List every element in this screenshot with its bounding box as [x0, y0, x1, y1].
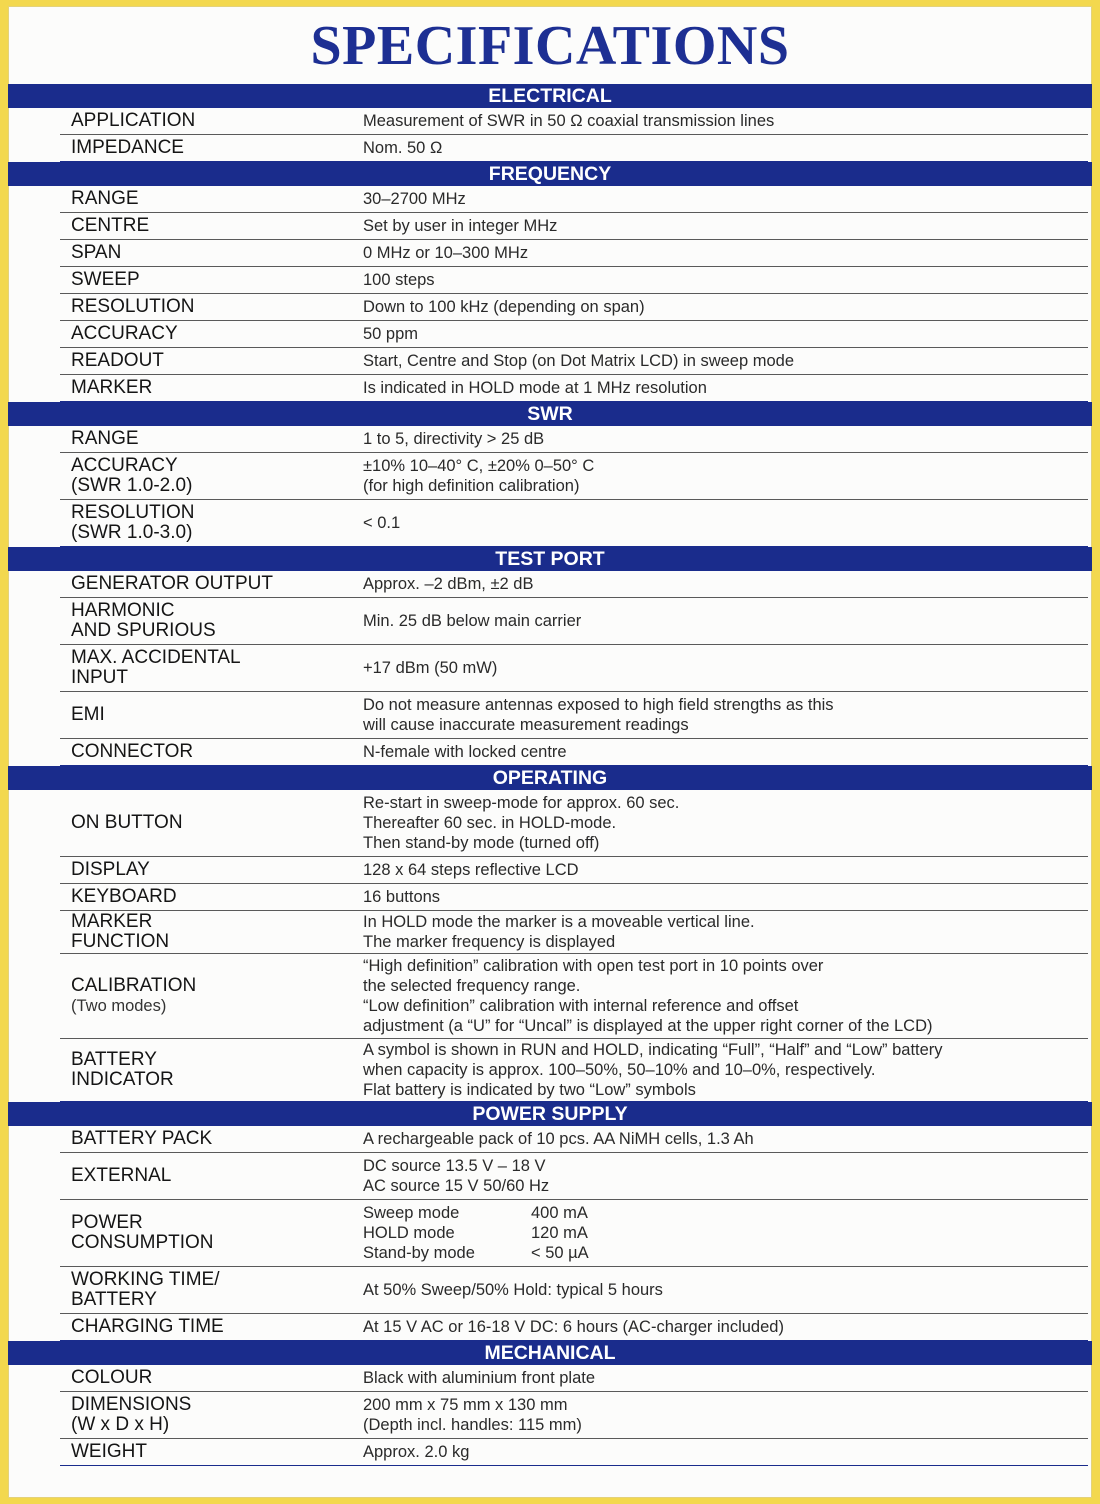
power-mode: HOLD mode	[363, 1224, 455, 1242]
spec-label: DIMENSIONS (W x D x H)	[71, 1394, 192, 1435]
spec-label: IMPEDANCE	[71, 137, 184, 158]
spec-value: Black with aluminium front plate	[363, 1369, 596, 1387]
spec-row	[60, 645, 1088, 692]
spec-row	[60, 692, 1088, 739]
section-header: SWR	[8, 402, 1092, 426]
power-mode: Sweep mode	[363, 1204, 460, 1222]
spec-value: Nom. 50 Ω	[363, 139, 443, 157]
spec-value: Start, Centre and Stop (on Dot Matrix LCD) in sweep mode	[363, 352, 795, 370]
spec-label-note: (Two modes)	[71, 997, 167, 1015]
spec-value: Re-start in sweep-mode for approx. 60 sec. Thereafter 60 sec. in HOLD-mode. Then stand-by mode (turned off)	[363, 794, 680, 852]
spec-label: ACCURACY	[71, 323, 178, 344]
power-current: < 50 µA	[531, 1244, 589, 1262]
spec-label: ACCURACY (SWR 1.0-2.0)	[71, 455, 193, 496]
spec-label: ON BUTTON	[71, 812, 183, 833]
spec-value: 128 x 64 steps reflective LCD	[363, 861, 579, 879]
spec-label: EXTERNAL	[71, 1165, 172, 1186]
spec-row	[60, 426, 1088, 453]
spec-row	[60, 1153, 1088, 1200]
section-header: TEST PORT	[8, 547, 1092, 571]
spec-row	[60, 186, 1088, 213]
spec-row	[60, 1365, 1088, 1392]
spec-row	[60, 1439, 1088, 1466]
spec-label-main: CALIBRATION	[71, 975, 197, 996]
spec-row	[60, 739, 1088, 766]
spec-row	[60, 954, 1088, 1039]
spec-row	[60, 453, 1088, 500]
power-current: 120 mA	[531, 1224, 588, 1242]
spec-value: ±10% 10–40° C, ±20% 0–50° C (for high definition calibration)	[363, 457, 595, 495]
spec-label: BATTERY INDICATOR	[71, 1049, 174, 1090]
spec-label: MARKER FUNCTION	[71, 911, 170, 952]
section-header: MECHANICAL	[8, 1341, 1092, 1365]
section-header: FREQUENCY	[8, 162, 1092, 186]
spec-value: DC source 13.5 V – 18 V AC source 15 V 50/60 Hz	[363, 1157, 550, 1195]
section-header: POWER SUPPLY	[8, 1102, 1092, 1126]
power-consumption-grid	[363, 1203, 1088, 1263]
spec-label	[60, 976, 363, 1016]
spec-value: “High definition” calibration with open test port in 10 points over the selected frequency range. “Low definition” calibration with internal reference and offset adjustment (a “U” for “Uncal” is displayed at the upper right corner of the LCD)	[363, 957, 933, 1035]
spec-label: RESOLUTION	[71, 296, 195, 317]
spec-sheet	[8, 6, 1092, 1498]
spec-row	[60, 294, 1088, 321]
spec-row	[60, 1314, 1088, 1341]
spec-value: < 0.1	[363, 514, 401, 532]
spec-row	[60, 135, 1088, 162]
spec-value: A rechargeable pack of 10 pcs. AA NiMH cells, 1.3 Ah	[363, 1130, 754, 1148]
spec-row	[60, 857, 1088, 884]
section-header: ELECTRICAL	[8, 84, 1092, 108]
spec-label: WEIGHT	[71, 1441, 147, 1462]
spec-value: 1 to 5, directivity > 25 dB	[363, 430, 545, 448]
spec-label: POWER CONSUMPTION	[71, 1212, 214, 1253]
spec-label: RANGE	[71, 428, 139, 449]
spec-value: 100 steps	[363, 271, 435, 289]
spec-label: HARMONIC AND SPURIOUS	[71, 600, 216, 641]
spec-row	[60, 375, 1088, 402]
spec-label: APPLICATION	[71, 110, 196, 131]
spec-value: Down to 100 kHz (depending on span)	[363, 298, 645, 316]
spec-label: MARKER	[71, 377, 153, 398]
spec-row	[60, 1200, 1088, 1267]
spec-table	[8, 84, 1092, 1466]
spec-label: CHARGING TIME	[71, 1316, 224, 1337]
spec-row	[60, 267, 1088, 294]
page-title: SPECIFICATIONS	[310, 15, 790, 77]
spec-value: 0 MHz or 10–300 MHz	[363, 244, 529, 262]
spec-label: READOUT	[71, 350, 164, 371]
spec-value: At 50% Sweep/50% Hold: typical 5 hours	[363, 1281, 663, 1299]
spec-value: Do not measure antennas exposed to high field strengths as this will cause inaccurate measurement readings	[363, 696, 834, 734]
spec-row	[60, 1267, 1088, 1314]
spec-row	[60, 240, 1088, 267]
spec-value: 30–2700 MHz	[363, 190, 466, 208]
spec-row	[60, 500, 1088, 547]
spec-label: CONNECTOR	[71, 741, 194, 762]
spec-row	[60, 108, 1088, 135]
spec-value: Is indicated in HOLD mode at 1 MHz resolution	[363, 379, 707, 397]
spec-row	[60, 884, 1088, 911]
spec-label: KEYBOARD	[71, 886, 177, 907]
spec-row	[60, 1126, 1088, 1153]
spec-value: +17 dBm (50 mW)	[363, 659, 498, 677]
spec-row	[60, 571, 1088, 598]
spec-value: Approx. –2 dBm, ±2 dB	[363, 575, 534, 593]
spec-value: Approx. 2.0 kg	[363, 1443, 470, 1461]
spec-value: A symbol is shown in RUN and HOLD, indicating “Full”, “Half” and “Low” battery when capacity is approx. 100–50%, 50–10% and 10–0%, respectively. Flat battery is indicated by two “Low” symbols	[363, 1041, 943, 1099]
spec-value: Min. 25 dB below main carrier	[363, 612, 582, 630]
spec-row	[60, 1039, 1088, 1102]
spec-label: SPAN	[71, 242, 122, 263]
spec-label: DISPLAY	[71, 859, 150, 880]
spec-value	[363, 1203, 1088, 1263]
spec-label: WORKING TIME/ BATTERY	[71, 1269, 220, 1310]
spec-label: BATTERY PACK	[71, 1128, 213, 1149]
spec-row	[60, 1392, 1088, 1439]
spec-value: Set by user in integer MHz	[363, 217, 558, 235]
spec-label: RANGE	[71, 188, 139, 209]
spec-label: SWEEP	[71, 269, 140, 290]
spec-value: N-female with locked centre	[363, 743, 567, 761]
spec-label: CENTRE	[71, 215, 150, 236]
spec-label: COLOUR	[71, 1367, 153, 1388]
spec-value: Measurement of SWR in 50 Ω coaxial transmission lines	[363, 112, 775, 130]
spec-row	[60, 911, 1088, 954]
spec-value: 50 ppm	[363, 325, 419, 343]
section-header: OPERATING	[8, 766, 1092, 790]
power-mode: Stand-by mode	[363, 1244, 475, 1262]
power-current: 400 mA	[531, 1204, 588, 1222]
spec-value: 16 buttons	[363, 888, 441, 906]
spec-row	[60, 321, 1088, 348]
spec-label: MAX. ACCIDENTAL INPUT	[71, 647, 241, 688]
spec-label: RESOLUTION (SWR 1.0-3.0)	[71, 502, 195, 543]
spec-label: EMI	[71, 704, 105, 725]
spec-row	[60, 213, 1088, 240]
spec-value: In HOLD mode the marker is a moveable vertical line. The marker frequency is displayed	[363, 913, 755, 951]
spec-value: 200 mm x 75 mm x 130 mm (Depth incl. handles: 115 mm)	[363, 1396, 582, 1434]
spec-value: At 15 V AC or 16-18 V DC: 6 hours (AC-charger included)	[363, 1318, 784, 1336]
spec-row	[60, 790, 1088, 857]
spec-label: GENERATOR OUTPUT	[71, 573, 273, 594]
spec-row	[60, 348, 1088, 375]
spec-row	[60, 598, 1088, 645]
